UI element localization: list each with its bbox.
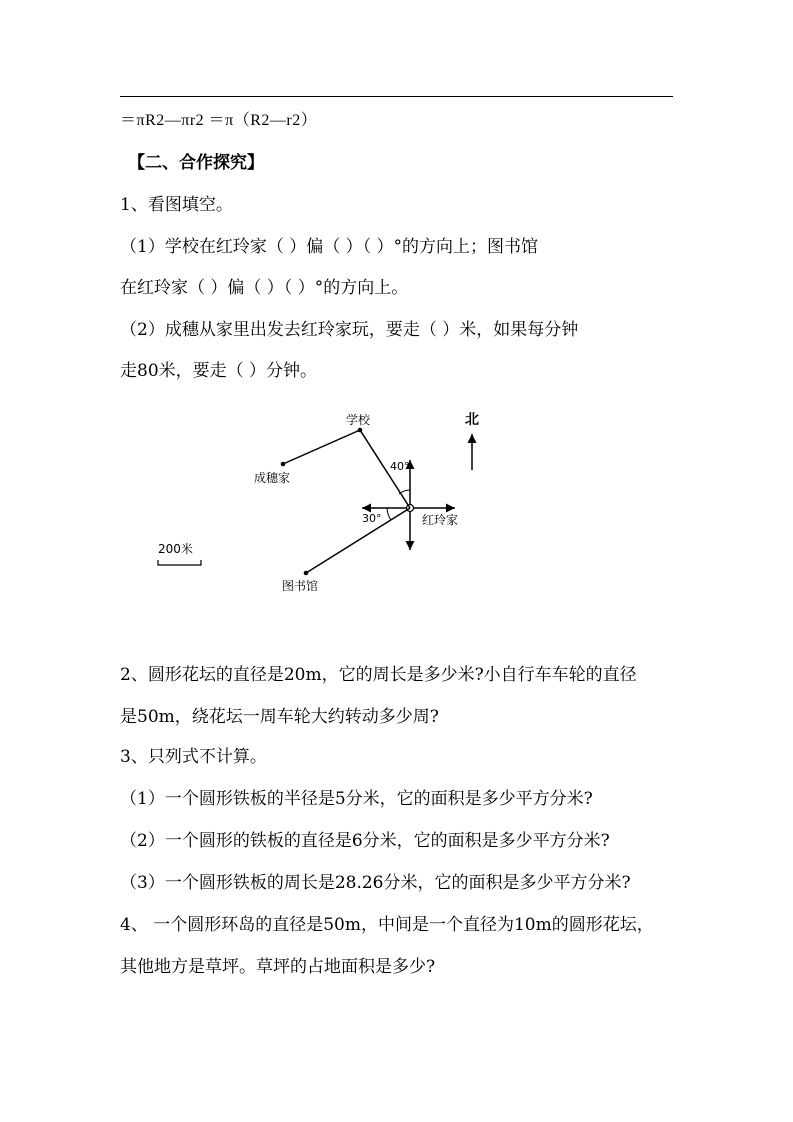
hongling-home-label: 红玲家 [421,513,459,527]
direction-map [150,400,479,600]
q3-item2: （2）一个圆形的铁板的直径是6分米，它的面积是多少平方分米? [120,831,610,851]
q4-line1: 4、 一个圆形环岛的直径是50m，中间是一个直径为10m的圆形花坛， [120,915,654,935]
library-label: 图书馆 [281,579,319,593]
q3-title: 3、只列式不计算。 [120,747,267,767]
chengsui-home-point [281,462,286,467]
school-point [358,428,363,433]
q1-part2-line2: 走80米，要走（ ）分钟。 [120,361,318,381]
path-school-to-chengsui [283,430,360,464]
section-heading: 【二、合作探究】 [128,153,264,173]
angle-40-arc [399,490,410,494]
q1-title: 1、看图填空。 [120,195,233,215]
q1-part1-line2: 在红玲家（ ）偏（ ）（ ）°的方向上。 [120,278,409,298]
q1-part1-line1: （1）学校在红玲家（ ）偏（ ）（ ）°的方向上；图书馆 [120,237,539,257]
path-to-library [306,508,410,573]
scale-bar [158,560,201,565]
q3-item3: （3）一个圆形铁板的周长是28.26分米，它的面积是多少平方分米? [120,873,631,893]
angle-30-arc [387,508,391,520]
header-rule [120,96,673,97]
north-label: 北 [465,412,479,428]
q2-line2: 是50m，绕花坛一周车轮大约转动多少周? [120,707,439,727]
q4-line2: 其他地方是草坪。草坪的占地面积是多少? [120,957,436,977]
q3-item1: （1）一个圆形铁板的半径是5分米，它的面积是多少平方分米? [120,789,593,809]
angle-40-label: 40° [390,460,410,473]
library-point [304,571,309,576]
q1-part2-line1: （2）成穗从家里出发去红玲家玩，要走（ ）米，如果每分钟 [120,320,579,340]
scale-label: 200米 [158,542,193,556]
angle-30-label: 30° [362,512,382,525]
chengsui-home-label: 成穗家 [253,471,291,485]
school-label: 学校 [345,413,371,427]
q2-line1: 2、圆形花坛的直径是20m，它的周长是多少米?小自行车车轮的直径 [120,665,637,685]
formula-line: ＝πR2—πr2 ＝π（R2—r2） [120,112,318,129]
